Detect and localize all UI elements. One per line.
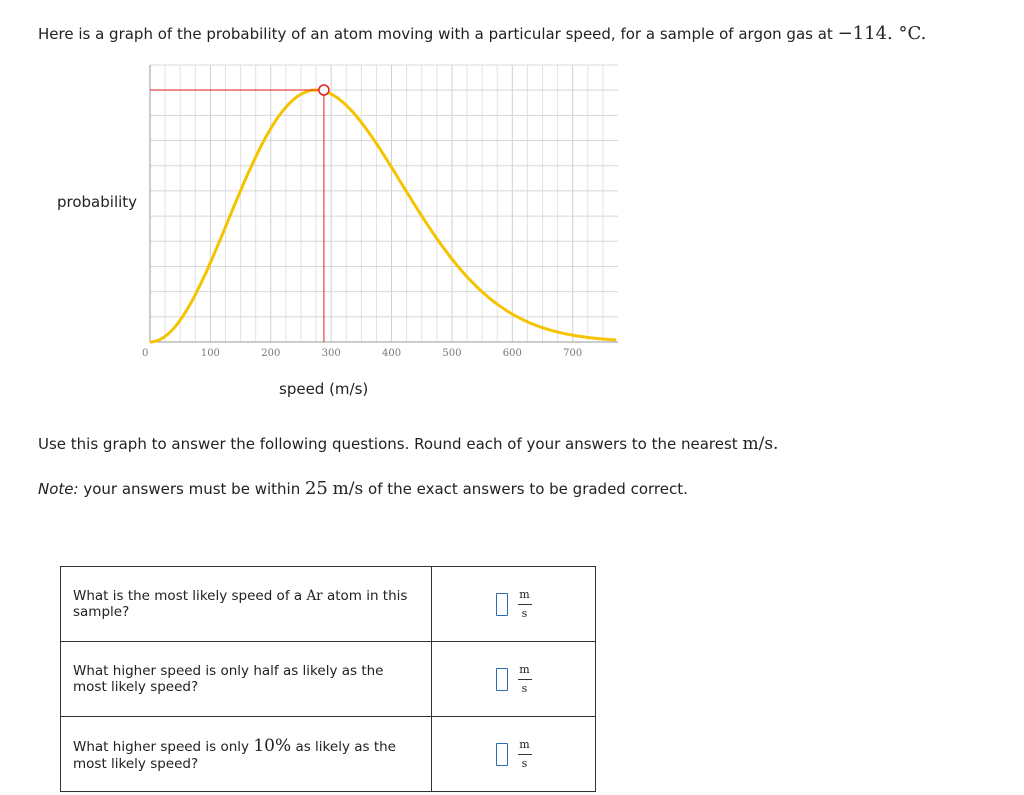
questions-table [60, 566, 596, 792]
species-symbol: Ar [306, 588, 323, 604]
question-text: What higher speed is only 10% as likely as the most likely speed? [61, 717, 432, 792]
x-tick-label: 100 [200, 348, 220, 359]
x-tick-labels [142, 348, 582, 359]
note-label: Note: [38, 480, 79, 498]
unit-fraction: $\frac{m}{s}$ [519, 737, 530, 770]
x-axis-label: speed (m/s) [279, 380, 369, 398]
intro-text [38, 23, 926, 44]
answer-cell [432, 567, 596, 642]
percent-value: 10% [253, 736, 292, 756]
x-tick-label: 0 [142, 348, 149, 359]
instructions [38, 434, 778, 454]
answer-input[interactable] [496, 743, 508, 766]
x-tick-label: 200 [261, 348, 281, 359]
x-tick-label: 500 [442, 348, 462, 359]
unit-fraction: $\frac{m}{s}$ [519, 587, 530, 620]
graph-grid [150, 65, 618, 342]
temperature-value: −114. °C. [837, 23, 927, 44]
answer-cell [432, 717, 596, 792]
x-tick-label: 700 [563, 348, 583, 359]
answer-cell [432, 642, 596, 717]
probability-graph [0, 55, 640, 375]
note-text-b: of the exact answers to be graded correct. [368, 480, 688, 498]
tolerance-value: 25 [304, 478, 328, 499]
question-row [61, 717, 596, 792]
question-text: What is the most likely speed of a Ar atom in this sample? [61, 567, 432, 642]
x-tick-label: 300 [321, 348, 341, 359]
note [38, 478, 688, 499]
answer-input[interactable] [496, 668, 508, 691]
question-row [61, 642, 596, 717]
note-text-a: your answers must be within [83, 480, 301, 498]
instructions-text: Use this graph to answer the following questions. Round each of your answers to the nearest [38, 435, 738, 453]
unit-fraction: $\frac{m}{s}$ [519, 662, 530, 695]
answer-input[interactable] [496, 593, 508, 616]
intro-sentence: Here is a graph of the probability of an atom moving with a particular speed, for a sample of argon gas at [38, 25, 833, 43]
question-text: What higher speed is only half as likely as the most likely speed? [61, 642, 432, 717]
peak-marker [319, 85, 329, 95]
instructions-unit: m/s. [742, 434, 779, 454]
tolerance-unit: m/s [332, 479, 364, 499]
x-tick-label: 400 [382, 348, 402, 359]
question-row [61, 567, 596, 642]
x-tick-label: 600 [502, 348, 522, 359]
y-axis-label: probability [57, 193, 138, 211]
